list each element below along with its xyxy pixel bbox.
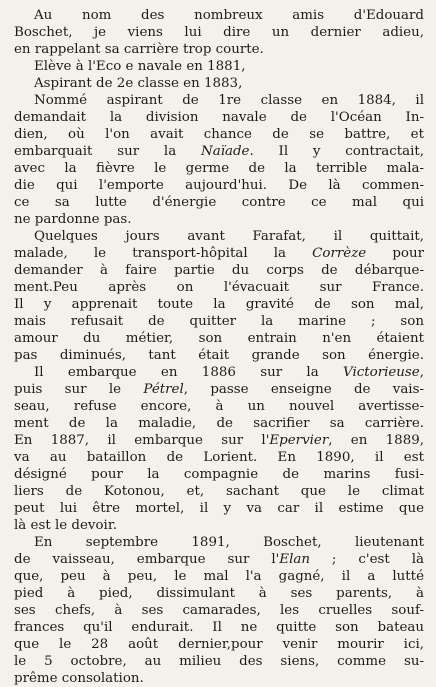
- ship-name: Elan: [279, 552, 310, 567]
- text-segment: En 1887, il embarque sur l': [14, 433, 270, 448]
- text-line: mais refusait de quitter la marine ; son: [14, 314, 424, 329]
- text-segment: ; c'est là: [309, 552, 424, 567]
- text-line: die qui l'emporte aujourd'hui. De là commen-: [14, 178, 424, 193]
- text-line: Nommé aspirant de 1re classe en 1884, il: [34, 93, 424, 108]
- text-line: Elève à l'Eco e navale en 1881,: [34, 59, 246, 74]
- text-line: liers de Kotonou, et, sachant que le climat: [14, 484, 424, 499]
- ship-name: Victorieuse: [343, 365, 420, 380]
- text-line: [14, 381, 424, 398]
- text-line: ment de la maladie, de sacrifier sa carrière.: [14, 416, 424, 431]
- text-line: pas diminués, tant était grande son énergie.: [14, 348, 424, 363]
- text-segment: embarquait sur la: [14, 144, 201, 159]
- text-segment: , passe enseigne de vais-: [183, 382, 424, 397]
- text-line: Aspirant de 2e classe en 1883,: [34, 76, 243, 91]
- text-line: ce sa lutte d'énergie contre ce mal qui: [14, 195, 424, 210]
- text-line: Boschet, je viens lui dire un dernier adieu,: [14, 25, 424, 40]
- text-line: [14, 245, 424, 262]
- text-line: En septembre 1891, Boschet, lieutenant: [34, 535, 424, 550]
- text-line: seau, refuse encore, à un nouvel avertisse-: [14, 399, 424, 414]
- text-segment: . Il y contractait,: [249, 144, 424, 159]
- text-line: ne pardonne pas.: [14, 212, 132, 227]
- text-line: Au nom des nombreux amis d'Edouard: [34, 8, 424, 23]
- text-line: en rappelant sa carrière trop courte.: [14, 42, 264, 57]
- text-line: [14, 364, 424, 381]
- text-line: peut lui être mortel, il y va car il estime que: [14, 501, 424, 516]
- text-line: Il y apprenait toute la gravité de son mal,: [14, 297, 424, 312]
- text-line: pied à pied, dissimulant à ses parents, à: [14, 586, 424, 601]
- text-line: le 5 octobre, au milieu des siens, comme su-: [14, 654, 424, 669]
- text-segment: , en 1889,: [328, 433, 424, 448]
- text-segment: puis sur le: [14, 382, 144, 397]
- text-line: ment.Peu après on l'évacuait sur France.: [14, 280, 424, 295]
- text-segment: malade, le transport-hôpital la: [14, 246, 313, 261]
- text-line: là est le devoir.: [14, 518, 118, 533]
- text-line: frances qu'il endurait. Il ne quitte son bateau: [14, 620, 424, 635]
- text-line: que, peu à peu, le mal l'a gagné, il a lutté: [14, 569, 424, 584]
- text-line: [14, 551, 424, 568]
- text-line: désigné pour la compagnie de marins fusi-: [14, 467, 424, 482]
- text-line: avec la fièvre le germe de la terrible mala-: [14, 161, 424, 176]
- text-line: prême consolation.: [14, 671, 144, 686]
- text-segment: pour: [366, 246, 424, 261]
- text-line: Quelques jours avant Farafat, il quittait,: [34, 229, 424, 244]
- text-line: demandait la division navale de l'Océan In-: [14, 110, 424, 125]
- text-line: [14, 143, 424, 160]
- text-segment: ,: [419, 365, 424, 380]
- ship-name: Corrèze: [312, 246, 367, 261]
- text-line: dien, où l'on avait chance de se battre, et: [14, 127, 424, 142]
- ship-name: Pétrel: [143, 382, 184, 397]
- text-line: va au bataillon de Lorient. En 1890, il est: [14, 450, 424, 465]
- text-line: [14, 432, 424, 449]
- text-line: ses chefs, à ses camarades, les cruelles souf-: [14, 603, 424, 618]
- text-line: demander à faire partie du corps de débarque-: [14, 263, 424, 278]
- text-line: amour du métier, son entrain n'en étaient: [14, 331, 424, 346]
- text-segment: de vaisseau, embarque sur l': [14, 552, 280, 567]
- ship-name: Epervier: [269, 433, 329, 448]
- page-top-edge: [0, 0, 436, 6]
- ship-name: Naïade: [201, 144, 250, 159]
- text-segment: Il embarque en 1886 sur la: [34, 365, 344, 380]
- text-line: que le 28 août dernier,pour venir mourir ici,: [14, 637, 424, 652]
